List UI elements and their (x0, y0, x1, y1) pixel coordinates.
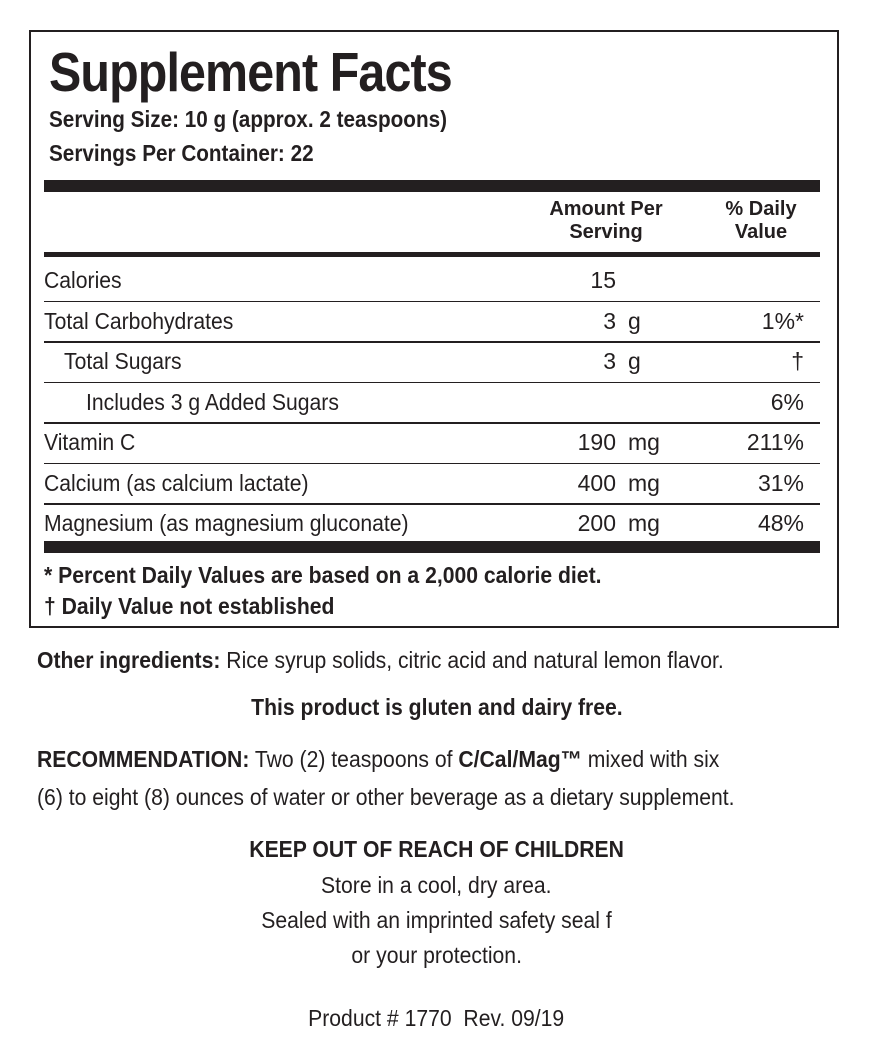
header-rule (44, 252, 820, 257)
nutrient-amount: 190 (577, 429, 616, 455)
recommendation-line-1: RECOMMENDATION: Two (2) teaspoons of C/Cal/Mag™ mixed with six (37, 746, 720, 772)
nutrient-name: Includes 3 g Added Sugars (86, 388, 339, 415)
other-ingredients (37, 647, 724, 674)
nutrient-daily-value: 6% (770, 388, 804, 415)
warning-heading: KEEP OUT OF REACH OF CHILDREN (249, 836, 624, 862)
supplement-facts-panel (29, 30, 839, 628)
nutrient-name: Magnesium (as magnesium gluconate) (44, 510, 409, 536)
product-name: C/Cal/Mag™ (458, 746, 582, 772)
nutrient-name: Vitamin C (44, 429, 136, 455)
nutrient-name: Total Sugars (64, 348, 182, 374)
panel-title: Supplement Facts (49, 41, 452, 103)
nutrient-daily-value: 48% (757, 510, 804, 536)
top-thick-rule (44, 180, 820, 192)
table-row (44, 383, 820, 423)
table-row (44, 342, 820, 382)
nutrient-amount: 400 (577, 469, 616, 496)
nutrient-name: Calories (44, 267, 122, 293)
column-header-daily-value: % Daily Value (725, 198, 797, 243)
nutrient-daily-value: 31% (757, 469, 804, 496)
nutrient-unit: mg (628, 469, 660, 496)
seal-line-1: Sealed with an imprinted safety seal f (261, 907, 612, 933)
other-ingredients-text: Rice syrup solids, citric acid and natural lemon flavor. (220, 647, 724, 673)
nutrient-amount: 3 (603, 348, 616, 374)
nutrient-daily-value: † (791, 348, 804, 374)
nutrient-name: Calcium (as calcium lactate) (44, 469, 309, 496)
nutrient-daily-value: 1%* (761, 307, 804, 334)
table-row (44, 464, 820, 504)
recommendation-line-2: (6) to eight (8) ounces of water or other beverage as a dietary supplement. (37, 784, 735, 810)
footnote-percent-dv: * Percent Daily Values are based on a 2,000 calorie diet. (44, 562, 602, 588)
gluten-dairy-statement: This product is gluten and dairy free. (250, 694, 623, 720)
nutrient-unit: g (628, 307, 641, 334)
storage-line: Store in a cool, dry area. (321, 872, 552, 898)
nutrient-unit: mg (628, 429, 660, 455)
table-row (44, 302, 820, 342)
recommendation-label: RECOMMENDATION: (37, 746, 250, 772)
table-row (44, 504, 820, 544)
nutrient-amount: 200 (577, 510, 616, 536)
nutrient-daily-value: 211% (746, 429, 804, 455)
table-row (44, 261, 820, 301)
product-number: Product # 1770 Rev. 09/19 (308, 1005, 565, 1031)
nutrient-unit: g (628, 348, 641, 374)
other-ingredients-label: Other ingredients: (37, 647, 221, 673)
servings-per-container: Servings Per Container: 22 (49, 140, 314, 166)
table-row (44, 423, 820, 463)
column-header-amount: Amount Per Serving (549, 198, 663, 243)
seal-line-2: or your protection. (351, 942, 522, 968)
serving-size: Serving Size: 10 g (approx. 2 teaspoons) (49, 106, 448, 132)
nutrient-name: Total Carbohydrates (44, 307, 234, 334)
footnote-dagger: † Daily Value not established (44, 593, 335, 619)
nutrient-unit: mg (628, 510, 660, 536)
nutrient-amount: 3 (603, 307, 616, 334)
bottom-thick-rule (44, 541, 820, 553)
nutrient-amount: 15 (590, 267, 616, 293)
